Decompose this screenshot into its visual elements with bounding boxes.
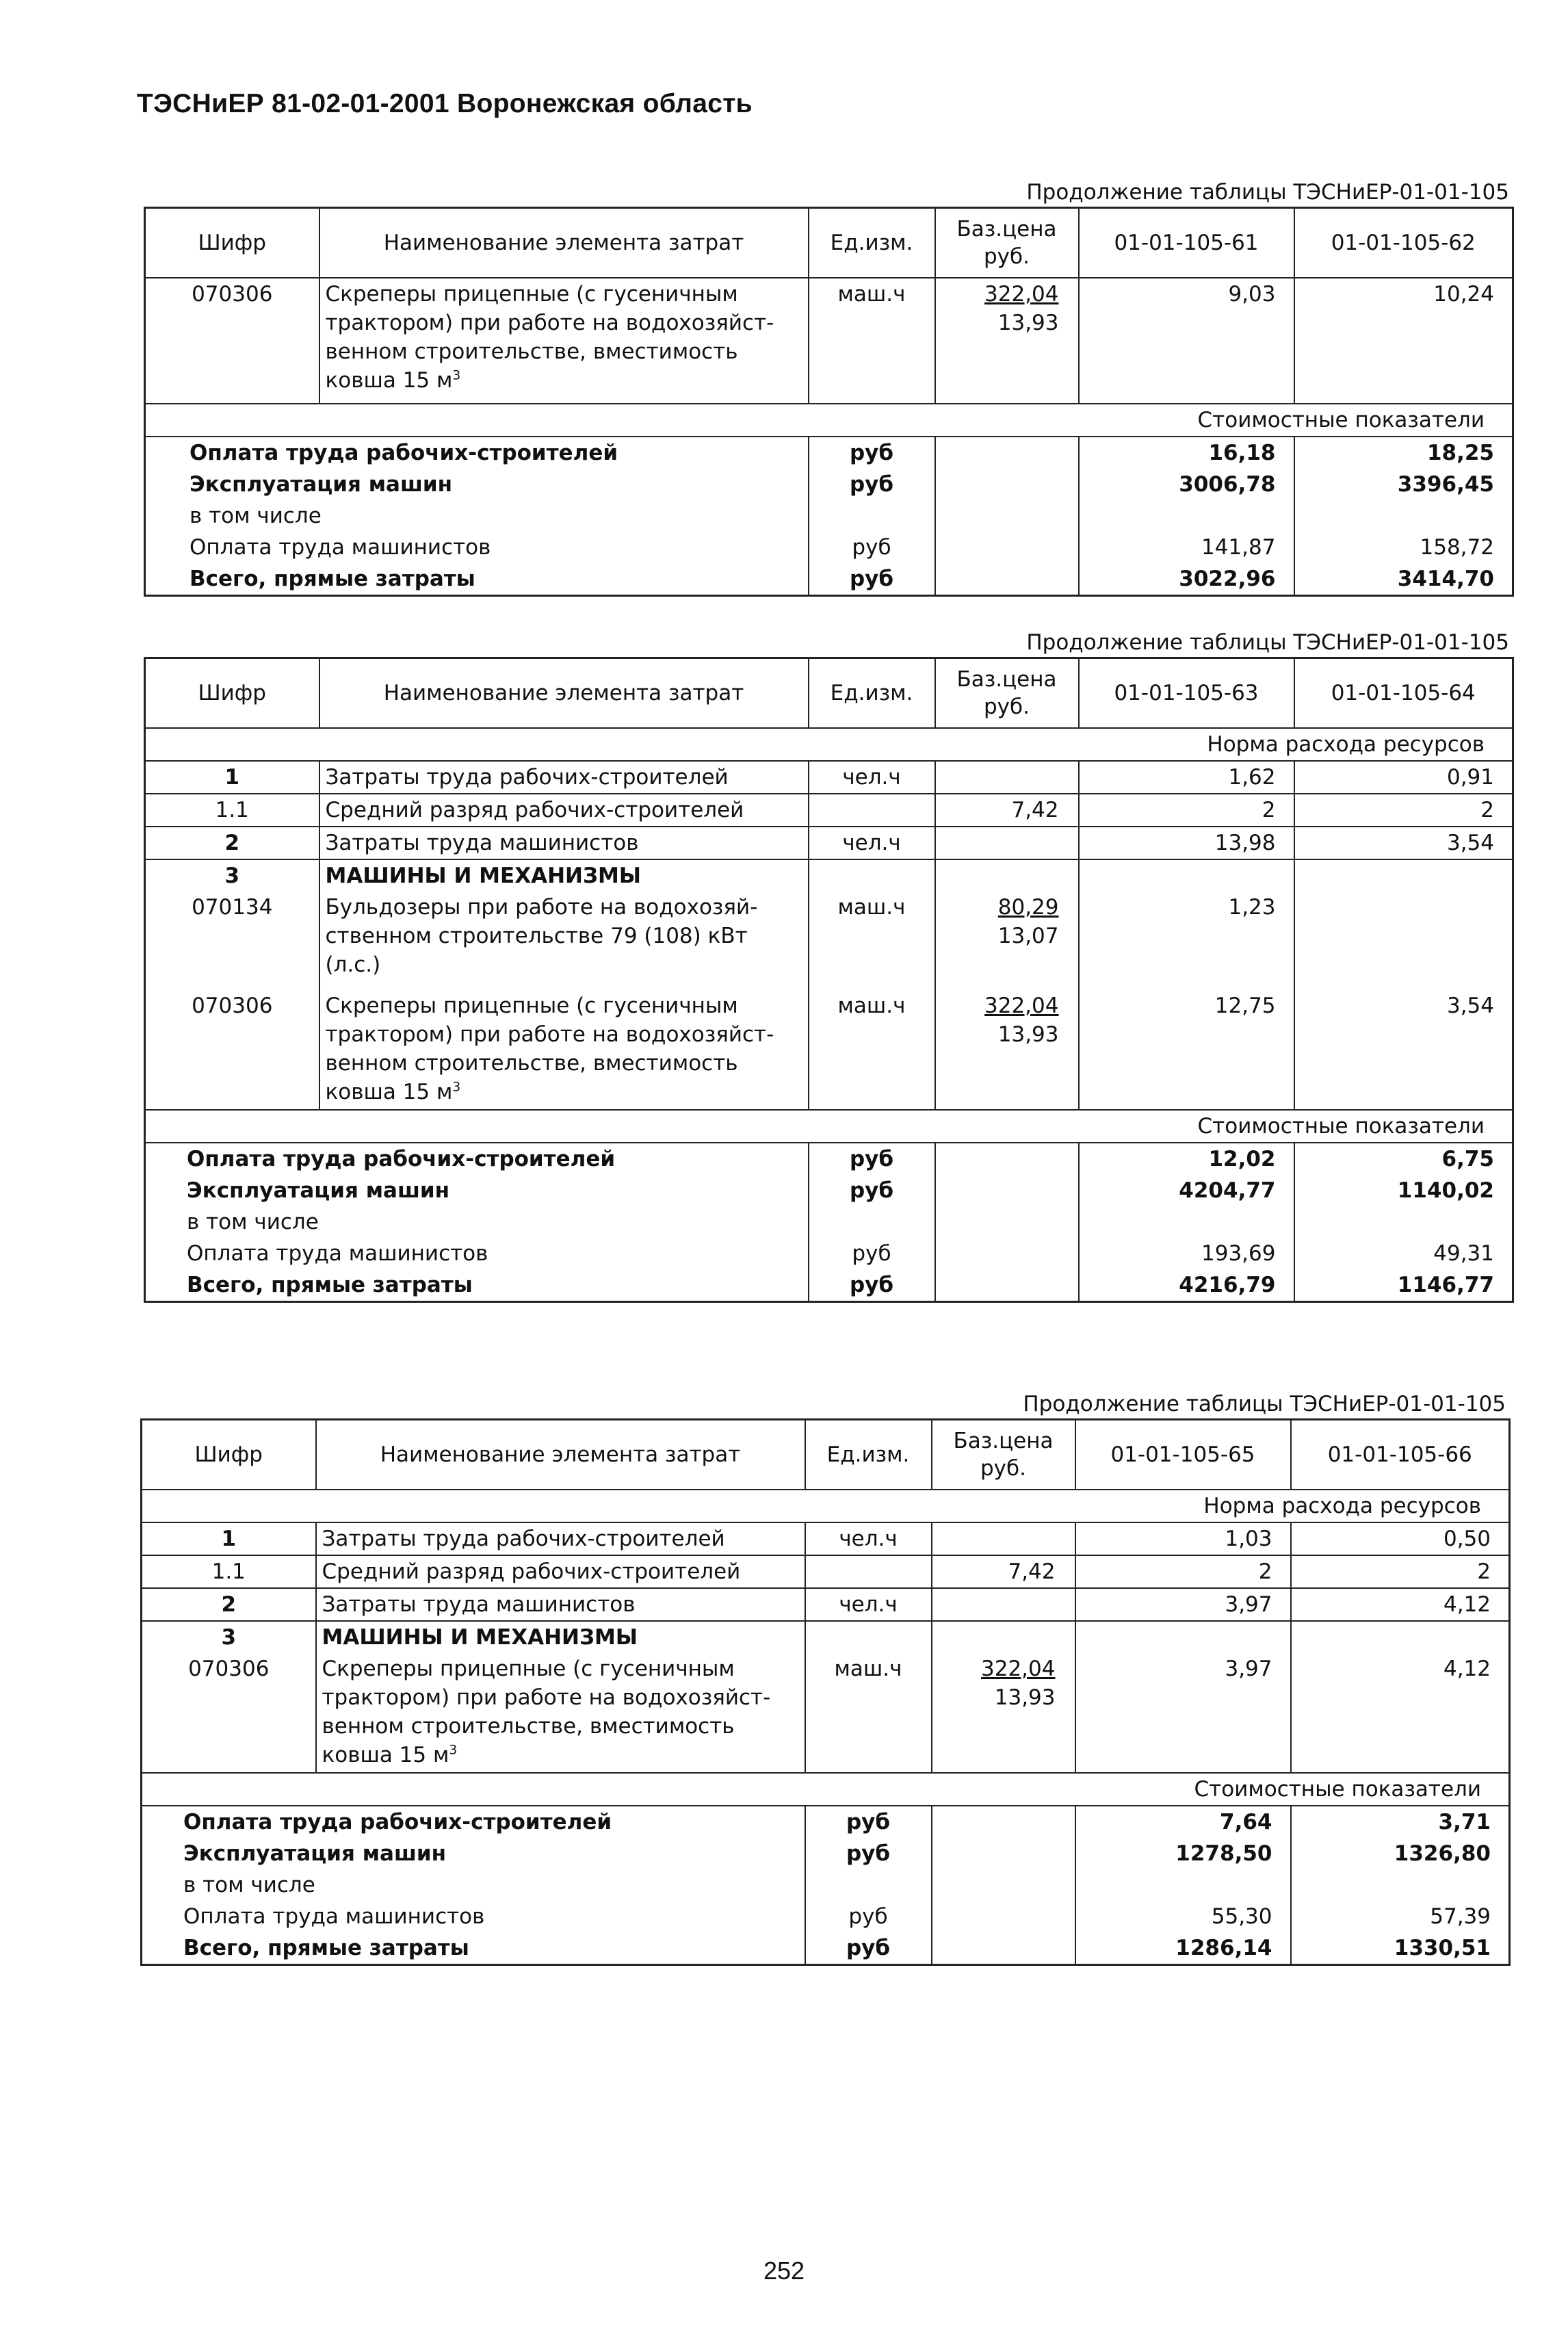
total-unit: руб (809, 563, 935, 596)
incl-label: в том числе (145, 500, 809, 532)
total-label: Всего, прямые затраты (145, 563, 809, 596)
table-header-row (142, 1420, 1510, 1490)
row-value1: 1,23 (1079, 892, 1294, 990)
machines-value1: 4204,77 (1079, 1175, 1294, 1206)
labor-value2: 6,75 (1294, 1143, 1513, 1175)
row-name: Затраты труда машинистов (316, 1588, 805, 1621)
table-row (145, 1206, 1513, 1238)
total-unit: руб (809, 1269, 935, 1302)
table-row (142, 1932, 1510, 1965)
total-value1: 3022,96 (1079, 563, 1294, 596)
row-code: 070134 (145, 892, 319, 990)
machines-label: Эксплуатация машин (145, 469, 809, 500)
operators-value1: 141,87 (1079, 532, 1294, 563)
col-unit-header: Ед.изм. (805, 1420, 932, 1490)
cost-subheader-row (142, 1773, 1510, 1806)
machines-unit: руб (809, 469, 935, 500)
operators-unit: руб (809, 1238, 935, 1269)
labor-value1: 7,64 (1075, 1806, 1291, 1838)
row-code: 070306 (145, 278, 319, 404)
cost-subheader-row (145, 404, 1513, 437)
labor-unit: руб (805, 1806, 932, 1838)
table-row (142, 1555, 1510, 1588)
labor-value1: 12,02 (1079, 1143, 1294, 1175)
col-value2-header: 01-01-105-64 (1294, 658, 1513, 729)
table-row (142, 1806, 1510, 1838)
table-caption: Продолжение таблицы ТЭСНиЕР-01-01-105 (1023, 1392, 1506, 1416)
group-heading: МАШИНЫ И МЕХАНИЗМЫ (319, 859, 809, 892)
machines-value1: 1278,50 (1075, 1838, 1291, 1869)
table-row (142, 1621, 1510, 1653)
operators-value1: 55,30 (1075, 1901, 1291, 1932)
table-row (145, 532, 1513, 563)
norm-subheader: Норма расхода ресурсов (145, 728, 1513, 761)
table-section-1 (144, 179, 1512, 597)
row-code: 3 (142, 1621, 316, 1653)
col-base-header: Баз.цена руб. (935, 658, 1079, 729)
group-heading: МАШИНЫ И МЕХАНИЗМЫ (316, 1621, 805, 1653)
total-value1: 1286,14 (1075, 1932, 1291, 1965)
cost-table (140, 1418, 1511, 1966)
row-base-price: 7,42 (935, 794, 1079, 827)
table-row (145, 990, 1513, 1110)
row-unit: маш.ч (805, 1653, 932, 1773)
page-title: ТЭСНиЕР 81-02-01-2001 Воронежская область (137, 89, 753, 118)
table-row (142, 1522, 1510, 1555)
row-base-price (935, 761, 1079, 794)
operators-value2: 57,39 (1430, 1904, 1491, 1929)
norm-subheader-row (142, 1490, 1510, 1522)
labor-label: Оплата труда рабочих-строителей (142, 1806, 805, 1838)
operators-unit: руб (809, 532, 935, 563)
table-row (145, 1175, 1513, 1206)
row-unit: чел.ч (809, 827, 935, 859)
row-unit: маш.ч (809, 278, 935, 404)
row-unit: чел.ч (805, 1588, 932, 1621)
row-value2: 4,12 (1291, 1588, 1510, 1621)
row-value1: 1,62 (1079, 761, 1294, 794)
table-row (145, 892, 1513, 990)
table-row (145, 278, 1513, 404)
machines-value2: 1140,02 (1397, 1178, 1494, 1203)
row-unit (809, 794, 935, 827)
cost-subheader: Стоимостные показатели (142, 1773, 1510, 1806)
operators-label: Оплата труда машинистов (145, 532, 809, 563)
labor-value2: 18,25 (1294, 437, 1513, 469)
row-value2 (1294, 892, 1513, 990)
row-value1: 3,97 (1075, 1653, 1291, 1773)
table-row (145, 827, 1513, 859)
total-label: Всего, прямые затраты (142, 1932, 805, 1965)
machines-unit: руб (809, 1175, 935, 1206)
table-row (145, 794, 1513, 827)
col-name-header: Наименование элемента затрат (319, 658, 809, 729)
row-base-price: 322,04 13,93 (932, 1653, 1075, 1773)
operators-value2: 49,31 (1433, 1241, 1494, 1266)
machines-value2: 3396,45 (1397, 472, 1494, 497)
col-code-header: Шифр (145, 658, 319, 729)
row-value1: 2 (1075, 1555, 1291, 1588)
col-value1-header: 01-01-105-61 (1079, 208, 1294, 278)
row-value1: 12,75 (1079, 990, 1294, 1110)
table-section-2 (144, 630, 1512, 1303)
row-value2: 3,54 (1294, 827, 1513, 859)
machines-label: Эксплуатация машин (142, 1838, 805, 1869)
total-value1: 4216,79 (1079, 1269, 1294, 1302)
table-row (145, 563, 1513, 596)
row-value1: 2 (1079, 794, 1294, 827)
machines-value2: 1326,80 (1394, 1841, 1491, 1866)
cost-subheader: Стоимостные показатели (145, 1110, 1513, 1143)
table-row (142, 1653, 1510, 1773)
row-base-price: 7,42 (932, 1555, 1075, 1588)
row-name: Скреперы прицепные (с гусеничным трактором) при работе на водохозяйст-венном строительстве, вместимость ковша 15 $м^3$ (319, 278, 809, 404)
table-caption: Продолжение таблицы ТЭСНиЕР-01-01-105 (1026, 630, 1509, 655)
row-base-price: 322,04 13,93 (935, 278, 1079, 404)
labor-value2: 3,71 (1291, 1806, 1510, 1838)
total-value2: 1146,77 (1397, 1273, 1494, 1297)
total-value2: 1330,51 (1394, 1936, 1491, 1960)
row-name: Скреперы прицепные (с гусеничным трактором) при работе на водохозяйст-венном строительстве, вместимость ковша 15 $м^3$ (319, 990, 809, 1110)
labor-value1: 16,18 (1079, 437, 1294, 469)
col-name-header: Наименование элемента затрат (319, 208, 809, 278)
row-name: Затраты труда рабочих-строителей (316, 1522, 805, 1555)
col-name-header: Наименование элемента затрат (316, 1420, 805, 1490)
table-row (145, 437, 1513, 469)
row-value2: 10,24 (1433, 282, 1494, 307)
total-unit: руб (805, 1932, 932, 1965)
col-value1-header: 01-01-105-65 (1075, 1420, 1291, 1490)
table-row (145, 1143, 1513, 1175)
row-value1: 9,03 (1079, 278, 1294, 404)
col-base-header: Баз.цена руб. (932, 1420, 1075, 1490)
row-unit: маш.ч (809, 990, 935, 1110)
row-value1: 3,97 (1075, 1588, 1291, 1621)
col-code-header: Шифр (142, 1420, 316, 1490)
table-row (145, 500, 1513, 532)
table-row (145, 1238, 1513, 1269)
table-row (142, 1838, 1510, 1869)
norm-subheader-row (145, 728, 1513, 761)
page-number: 252 (763, 2257, 805, 2285)
incl-label: в том числе (145, 1206, 809, 1238)
cost-subheader-row (145, 1110, 1513, 1143)
col-value1-header: 01-01-105-63 (1079, 658, 1294, 729)
operators-unit: руб (805, 1901, 932, 1932)
machines-unit: руб (805, 1838, 932, 1869)
machines-label: Эксплуатация машин (145, 1175, 809, 1206)
row-value2: 0,91 (1294, 761, 1513, 794)
row-code: 3 (145, 859, 319, 892)
row-base-price: 80,29 13,07 (935, 892, 1079, 990)
table-row (142, 1901, 1510, 1932)
row-name: Средний разряд рабочих-строителей (316, 1555, 805, 1588)
row-name: Затраты труда машинистов (319, 827, 809, 859)
cost-subheader: Стоимостные показатели (145, 404, 1513, 437)
row-base-price: 322,04 13,93 (935, 990, 1079, 1110)
row-code: 070306 (142, 1653, 316, 1773)
row-code: 1.1 (145, 794, 319, 827)
operators-label: Оплата труда машинистов (142, 1901, 805, 1932)
row-code: 2 (142, 1588, 316, 1621)
row-name: Средний разряд рабочих-строителей (319, 794, 809, 827)
col-unit-header: Ед.изм. (809, 208, 935, 278)
cost-table (144, 207, 1514, 597)
row-code: 070306 (145, 990, 319, 1110)
machines-value1: 3006,78 (1079, 469, 1294, 500)
row-base-price (935, 827, 1079, 859)
table-row (145, 469, 1513, 500)
row-value2: 0,50 (1291, 1522, 1510, 1555)
table-caption: Продолжение таблицы ТЭСНиЕР-01-01-105 (1026, 180, 1509, 205)
norm-subheader: Норма расхода ресурсов (142, 1490, 1510, 1522)
row-name: Скреперы прицепные (с гусеничным трактором) при работе на водохозяйст-венном строительстве, вместимость ковша 15 $м^3$ (316, 1653, 805, 1773)
incl-label: в том числе (142, 1869, 805, 1901)
row-name: Затраты труда рабочих-строителей (319, 761, 809, 794)
cost-table (144, 657, 1514, 1303)
row-code: 1 (142, 1522, 316, 1555)
table-row (145, 761, 1513, 794)
row-unit: чел.ч (805, 1522, 932, 1555)
total-label: Всего, прямые затраты (145, 1269, 809, 1302)
row-name: Бульдозеры при работе на водохозяй-ственном строительстве 79 (108) кВт (л.с.) (319, 892, 809, 990)
row-code: 2 (145, 827, 319, 859)
table-header-row (145, 208, 1513, 278)
table-section-3 (140, 1391, 1508, 1966)
operators-value1: 193,69 (1079, 1238, 1294, 1269)
labor-unit: руб (809, 437, 935, 469)
operators-value2: 158,72 (1420, 535, 1494, 560)
table-row (145, 859, 1513, 892)
row-value2: 2 (1294, 794, 1513, 827)
table-header-row (145, 658, 1513, 729)
row-unit: маш.ч (809, 892, 935, 990)
total-value2: 3414,70 (1397, 567, 1494, 591)
row-value2: 4,12 (1443, 1657, 1491, 1681)
row-base-price (932, 1522, 1075, 1555)
row-value1: 1,03 (1075, 1522, 1291, 1555)
row-unit (805, 1555, 932, 1588)
col-unit-header: Ед.изм. (809, 658, 935, 729)
row-value2: 3,54 (1446, 994, 1494, 1018)
operators-label: Оплата труда машинистов (145, 1238, 809, 1269)
labor-unit: руб (809, 1143, 935, 1175)
labor-label: Оплата труда рабочих-строителей (145, 1143, 809, 1175)
table-row (142, 1588, 1510, 1621)
row-value2: 2 (1291, 1555, 1510, 1588)
row-base-price (932, 1588, 1075, 1621)
col-value2-header: 01-01-105-66 (1291, 1420, 1510, 1490)
col-base-header: Баз.цена руб. (935, 208, 1079, 278)
table-row (145, 1269, 1513, 1302)
table-row (142, 1869, 1510, 1901)
row-unit: чел.ч (809, 761, 935, 794)
labor-label: Оплата труда рабочих-строителей (145, 437, 809, 469)
row-code: 1 (145, 761, 319, 794)
row-value1: 13,98 (1079, 827, 1294, 859)
col-code-header: Шифр (145, 208, 319, 278)
row-code: 1.1 (142, 1555, 316, 1588)
col-value2-header: 01-01-105-62 (1294, 208, 1513, 278)
